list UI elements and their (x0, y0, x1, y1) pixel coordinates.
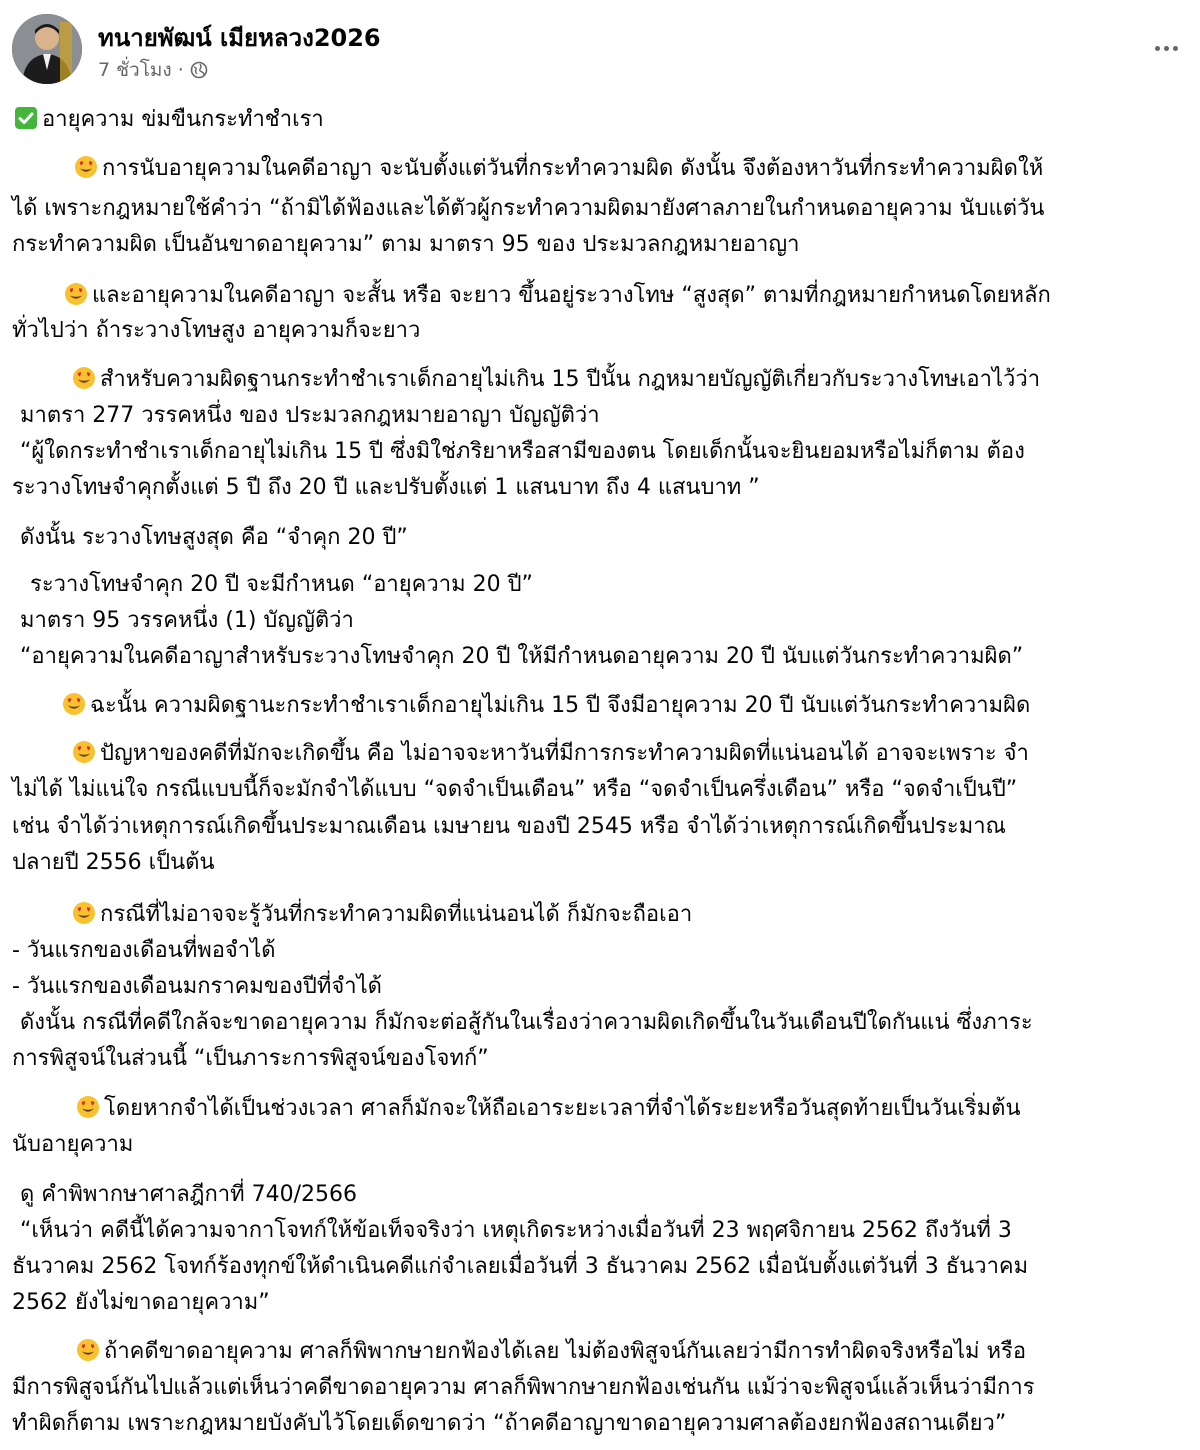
check-mark-button-icon (14, 106, 38, 130)
post-line: การนับอายุความในคดีอาญา จะนับตั้งแต่วันที่กระทำความผิด ดังนั้น จึงต้องหาวันที่กระทำความผิดให้ (74, 153, 1043, 185)
post-line: มาตรา 277 วรรคหนึ่ง ของ ประมวลกฎหมายอาญา บัญญัติว่า (20, 403, 600, 428)
post-line: กระทำความผิด เป็นอันขาดอายุความ” ตาม มาตรา 95 ของ ประมวลกฎหมายอาญา (12, 232, 800, 257)
heart-eyes-emoji-icon (64, 282, 88, 306)
heart-eyes-emoji-icon (72, 740, 96, 764)
post-line: ปัญหาของคดีที่มักจะเกิดขึ้น คือ ไม่อาจจะหาวันที่มีการกระทำความผิดที่แน่นอนได้ อาจจะเพราะ จำ (72, 738, 1029, 770)
post-time[interactable]: 7 ชั่วโมง (98, 59, 172, 81)
heart-eyes-emoji-icon (72, 366, 96, 390)
post-line: นับอายุความ (12, 1132, 134, 1157)
more-dots-icon (1155, 46, 1160, 51)
post-line: โดยหากจำได้เป็นช่วงเวลา ศาลก็มักจะให้ถือเอาระยะเวลาที่จำได้ระยะหรือวันสุดท้ายเป็นวันเริ่มต้น (76, 1093, 1020, 1125)
post-heading: อายุความ ข่มขืนกระทำชำเรา (42, 107, 324, 132)
post-line: ระวางโทษจำคุก 20 ปี จะมีกำหนด “อายุความ 20 ปี” (30, 572, 533, 597)
post-line: มาตรา 95 วรรคหนึ่ง (1) บัญญัติว่า (20, 608, 354, 633)
meta-separator: · (177, 59, 184, 81)
more-options-button[interactable] (1146, 32, 1186, 64)
post-line: “อายุความในคดีอาญาสำหรับระวางโทษจำคุก 20 ปี ให้มีกำหนดอายุความ 20 ปี นับแต่วันกระทำความผิด” (20, 644, 1024, 669)
post-meta (98, 55, 208, 85)
post-line: ได้ เพราะกฎหมายใช้คำว่า “ถ้ามิได้ฟ้องและได้ตัวผู้กระทำความผิดมายังศาลภายในกำหนดอายุความ นับแต่วัน (12, 196, 1045, 221)
heart-eyes-emoji-icon (76, 1095, 100, 1119)
heart-eyes-emoji-icon (72, 901, 96, 925)
post-line: “ผู้ใดกระทำชำเราเด็กอายุไม่เกิน 15 ปี ซึ่งมิใช่ภริยาหรือสามีของตน โดยเด็กนั้นจะยินยอมหรือไม่ก็ตาม ต้อง (20, 439, 1025, 464)
post-line: ปลายปี 2556 เป็นต้น (12, 850, 215, 875)
post-line: การพิสูจน์ในส่วนนี้ “เป็นภาระการพิสูจน์ของโจทก์” (12, 1046, 489, 1071)
post-line: มีการพิสูจน์กันไปแล้วแต่เห็นว่าคดีขาดอายุความ ศาลก็พิพากษายกฟ้องเช่นกัน แม้ว่าจะพิสูจน์แล้วเห็นว่ามีการ (12, 1375, 1035, 1400)
post-line: เช่น จำได้ว่าเหตุการณ์เกิดขึ้นประมาณเดือน เมษายน ของปี 2545 หรือ จำได้ว่าเหตุการณ์เกิดขึ้นประมาณ (12, 814, 1006, 839)
globe-icon (190, 61, 208, 79)
post-line: ทำผิดก็ตาม เพราะกฎหมายบังคับไว้โดยเด็ดขาดว่า “ถ้าคดีอาญาขาดอายุความศาลต้องยกฟ้องสถานเดียว” (12, 1411, 1007, 1436)
post-line: ดังนั้น กรณีที่คดีใกล้จะขาดอายุความ ก็มักจะต่อสู้กันในเรื่องว่าความผิดเกิดขึ้นในวันเดือนปีใดกันแน่ ซึ่งภาระ (20, 1010, 1033, 1035)
post-line: ถ้าคดีขาดอายุความ ศาลก็พิพากษายกฟ้องได้เลย ไม่ต้องพิสูจน์กันเลยว่ามีการทำผิดจริงหรือไม่ หรือ (76, 1336, 1026, 1368)
heart-eyes-emoji-icon (74, 155, 98, 179)
post-line: - วันแรกของเดือนที่พอจำได้ (12, 938, 276, 963)
post-line: ไม่ได้ ไม่แน่ใจ กรณีแบบนี้ก็จะมักจำได้แบบ “จดจำเป็นเดือน” หรือ “จดจำเป็นครึ่งเดือน” หรือ “จดจำเป็นปี” (12, 777, 1018, 802)
post-line: ฉะนั้น ความผิดฐานะกระทำชำเราเด็กอายุไม่เกิน 15 ปี จึงมีอายุความ 20 ปี นับแต่วันกระทำความผิด (62, 690, 1030, 722)
post-line: ดังนั้น ระวางโทษสูงสุด คือ “จำคุก 20 ปี” (20, 525, 408, 550)
post-line: “เห็นว่า คดีนี้ได้ความจากาโจทก์ให้ข้อเท็จจริงว่า เหตุเกิดระหว่างเมื่อวันที่ 23 พฤศจิกายน 2562 ถึงวันที่ 3 (20, 1218, 1012, 1243)
post-line: กรณีที่ไม่อาจจะรู้วันที่กระทำความผิดที่แน่นอนได้ ก็มักจะถือเอา (72, 899, 692, 931)
post-line: - วันแรกของเดือนมกราคมของปีที่จำได้ (12, 974, 382, 999)
post-line: และอายุความในคดีอาญา จะสั้น หรือ จะยาว ขึ้นอยู่ระวางโทษ “สูงสุด” ตามที่กฎหมายกำหนดโดยหลัก (64, 280, 1051, 312)
post-line (14, 104, 324, 136)
author-name[interactable]: ทนายพัฒน์ เมียหลวง2026 (98, 24, 381, 52)
post-line: ทั่วไปว่า ถ้าระวางโทษสูง อายุความก็จะยาว (12, 318, 421, 343)
post-line: ธันวาคม 2562 โจทก์ร้องทุกข์ให้ดำเนินคดีแก่จำเลยเมื่อวันที่ 3 ธันวาคม 2562 เมื่อนับตั้งแต่วันที่ 3 ธันวาคม (12, 1254, 1029, 1279)
heart-eyes-emoji-icon (76, 1338, 100, 1362)
post-line: ระวางโทษจำคุกตั้งแต่ 5 ปี ถึง 20 ปี และปรับตั้งแต่ 1 แสนบาท ถึง 4 แสนบาท ” (12, 475, 760, 500)
post-line: สำหรับความผิดฐานกระทำชำเราเด็กอายุไม่เกิน 15 ปีนั้น กฎหมายบัญญัติเกี่ยวกับระวางโทษเอาไว้ว่า (72, 364, 1040, 396)
post-header (10, 12, 1190, 86)
avatar-image (12, 14, 82, 84)
post-line: ดู คำพิพากษาศาลฎีกาที่ 740/2566 (20, 1182, 358, 1207)
avatar[interactable] (12, 14, 82, 84)
post-line: 2562 ยังไม่ขาดอายุความ” (12, 1290, 270, 1315)
heart-eyes-emoji-icon (62, 692, 86, 716)
